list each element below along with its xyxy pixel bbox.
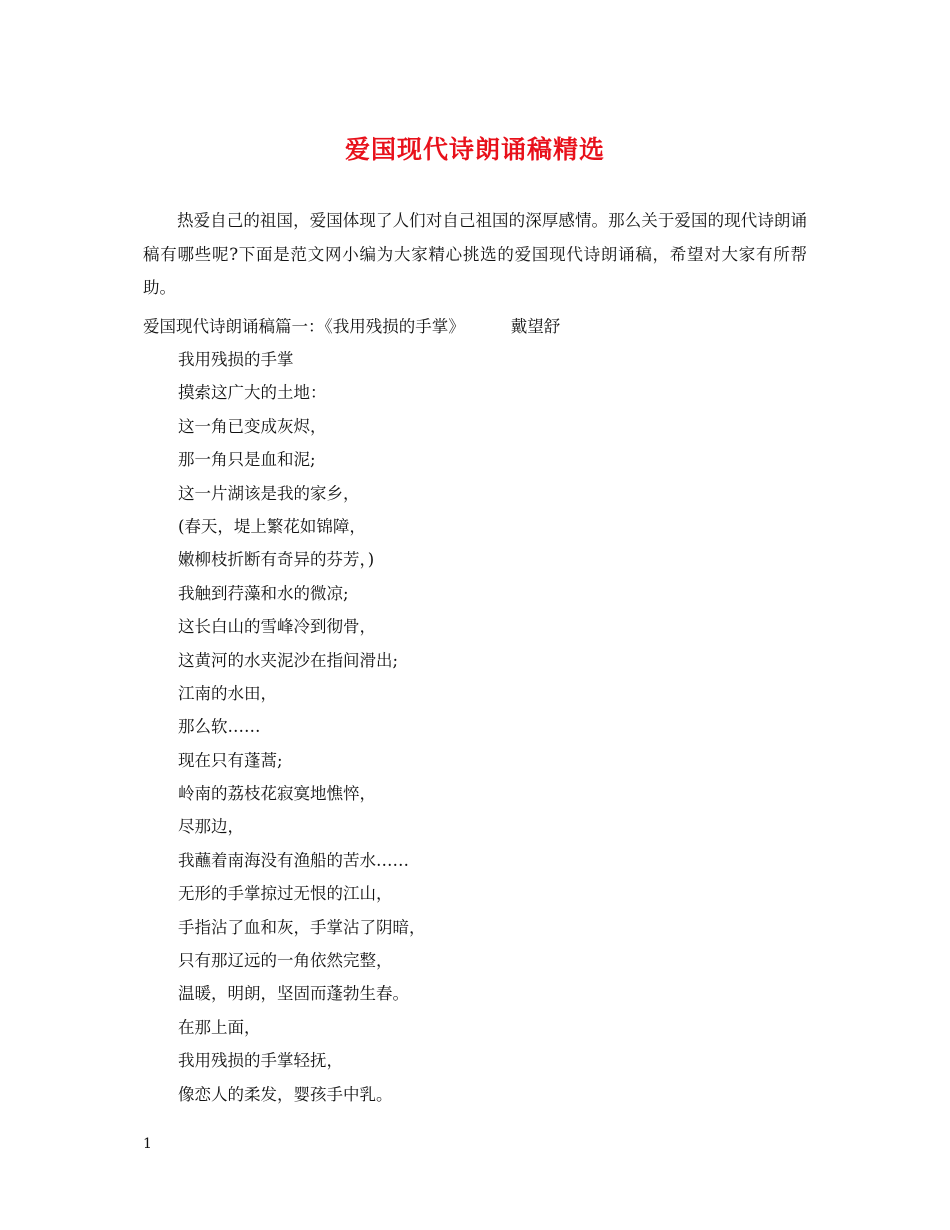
poem-line: 温暖，明朗，坚固而蓬勃生春。 bbox=[178, 984, 409, 1004]
poem-line: 我用残损的手掌 bbox=[178, 350, 294, 369]
poem-line: 这长白山的雪峰冷到彻骨， bbox=[178, 617, 376, 637]
poem-line: 这一片湖该是我的家乡， bbox=[178, 483, 360, 503]
poem-line: 那么软…… bbox=[178, 717, 261, 737]
poem-line: (春天，堤上繁花如锦障， bbox=[178, 516, 366, 536]
poem-line: 岭南的荔枝花寂寞地憔悴， bbox=[178, 784, 376, 804]
poem-line: 只有那辽远的一角依然完整， bbox=[178, 951, 393, 971]
poem-line: 摸索这广大的土地： bbox=[178, 383, 327, 403]
page-number: 1 bbox=[143, 1136, 152, 1152]
poem-line: 我蘸着南海没有渔船的苦水…… bbox=[178, 850, 409, 870]
poem-line: 这黄河的水夹泥沙在指间滑出; bbox=[178, 650, 399, 670]
document-title: 爱国现代诗朗诵稿精选 bbox=[344, 135, 605, 164]
poem-line: 嫩柳枝折断有奇异的芬芳，) bbox=[178, 550, 375, 570]
poem-line: 无形的手掌掠过无恨的江山， bbox=[178, 884, 393, 904]
poem-line: 尽那边， bbox=[178, 817, 244, 837]
poem-line: 现在只有蓬蒿; bbox=[178, 750, 283, 770]
poem-line: 我触到荇藻和水的微凉; bbox=[178, 583, 349, 603]
intro-paragraph: 热爱自己的祖国，爱国体现了人们对自己祖国的深厚感情。那么关于爱国的现代诗朗诵稿有哪些呢?下面是范文网小编为大家精心挑选的爱国现代诗朗诵稿，希望对大家有所帮助。 bbox=[143, 211, 807, 297]
poem-line: 像恋人的柔发，婴孩手中乳。 bbox=[178, 1084, 393, 1104]
poem-body bbox=[178, 343, 426, 1111]
poem-author: 戴望舒 bbox=[510, 317, 561, 336]
section-heading-line bbox=[143, 310, 560, 343]
poem-line: 那一角只是血和泥; bbox=[178, 450, 316, 470]
poem-line: 手指沾了血和灰，手掌沾了阴暗， bbox=[178, 917, 426, 937]
section-heading: 爱国现代诗朗诵稿篇一：《我用残损的手掌》 bbox=[143, 317, 465, 336]
poem-line: 在那上面， bbox=[178, 1017, 261, 1037]
poem-line: 江南的水田， bbox=[178, 683, 277, 703]
poem-line: 我用残损的手掌轻抚， bbox=[178, 1051, 343, 1071]
poem-line: 这一角已变成灰烬， bbox=[178, 416, 327, 436]
